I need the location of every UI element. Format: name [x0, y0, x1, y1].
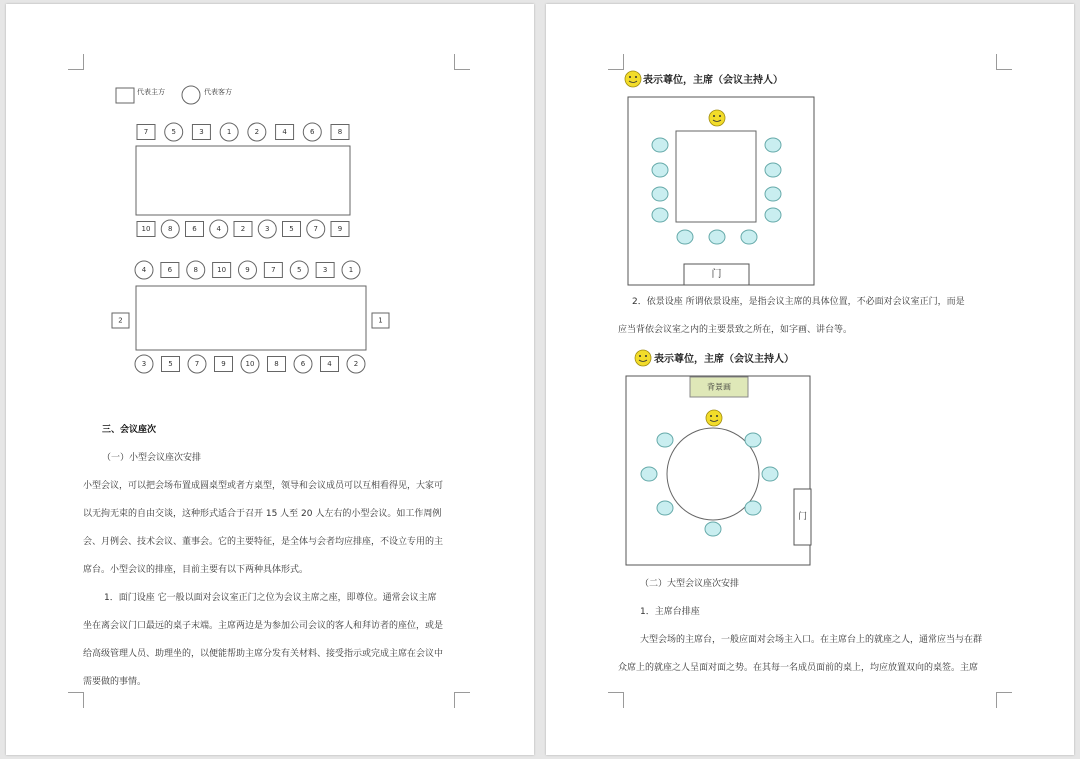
section-title: 三、会议座次: [102, 425, 157, 435]
seat-number: 9: [221, 360, 226, 368]
smiley-eye: [710, 415, 712, 417]
guest-seat: [741, 230, 757, 244]
page-corner-mark: [454, 692, 470, 708]
paragraph-line: 需要做的事情。: [83, 677, 147, 687]
seat-number: 8: [274, 360, 279, 368]
smiley-eye: [713, 115, 715, 117]
seat-number: 2: [118, 316, 123, 325]
seat-number: 2: [240, 225, 246, 233]
paragraph-line: 2．依景设座 所谓依景设座，是指会议主席的具体位置，不必面对会议室正门，而是: [632, 297, 965, 307]
meeting-table-rect: [676, 131, 756, 222]
paragraph-line: 应当背依会议室之内的主要景致之所在，如字画、讲台等。: [618, 325, 853, 335]
guest-seat: [765, 138, 781, 152]
document-page-left: [6, 4, 534, 755]
item-title: 1．主席台排座: [640, 607, 700, 617]
legend-square-symbol: [116, 88, 134, 103]
smiley-eye: [629, 76, 631, 78]
seat-number: 7: [194, 360, 200, 368]
guest-seat: [765, 163, 781, 177]
seat-number: 6: [300, 360, 306, 368]
document-page-right: [546, 4, 1074, 755]
page-corner-mark: [608, 692, 624, 708]
smiley-chair-icon: [625, 71, 641, 87]
paragraph-line: 小型会议，可以把会场布置成圆桌型或者方桌型，领导和会议成员可以互相看得见，大家可: [83, 481, 444, 491]
guest-seat: [652, 208, 668, 222]
seat-number: 2: [254, 128, 260, 136]
chair-seat-icon: [709, 110, 725, 126]
seat-number: 2: [353, 360, 359, 368]
backdrop-label: 背景画: [707, 382, 731, 392]
smiley-chair-icon: [635, 350, 651, 366]
diagram1-top-seats: [137, 123, 349, 141]
chair-seat-icon: [706, 410, 722, 426]
paragraph-line: 会、月例会、技术会议、董事会。它的主要特征，是全体与会者均应排座，不设立专用的主: [83, 537, 444, 547]
legend-guest-label: 代表客方: [204, 88, 232, 96]
seat-number: 4: [141, 266, 147, 274]
paragraph-line: 给高级管理人员、助理坐的，以便能帮助主席分发有关材料、接受指示或完成主席在会议中: [83, 649, 444, 659]
smiley-eye: [645, 355, 647, 357]
seat-number: 3: [265, 225, 270, 233]
seat-number: 8: [337, 128, 343, 136]
guest-seat: [641, 467, 657, 481]
seat-number: 1: [226, 128, 232, 136]
diagram1-table: [136, 146, 350, 215]
page-corner-mark: [68, 692, 84, 708]
seat-number: 9: [337, 225, 343, 233]
caption-1: 表示尊位，主席（会议主持人）: [643, 75, 783, 86]
guest-seat: [745, 501, 761, 515]
seat-number: 6: [310, 128, 315, 136]
seat-number: 10: [245, 360, 255, 368]
diagram2-table: [136, 286, 366, 350]
guest-seat: [657, 433, 673, 447]
seat-number: 4: [327, 360, 332, 368]
seat-number: 1: [348, 266, 354, 274]
door-label-1: 门: [711, 269, 722, 280]
smiley-eye: [719, 115, 721, 117]
subsection-title: （二）大型会议座次安排: [640, 579, 740, 589]
diagram1-bottom-seats: [137, 220, 349, 238]
seat-number: 4: [282, 128, 287, 136]
seat-number: 5: [297, 266, 302, 274]
guest-seat: [709, 230, 725, 244]
smiley-eye: [639, 355, 641, 357]
seat-number: 3: [141, 360, 147, 368]
legend-host-label: 代表主方: [137, 88, 165, 96]
smiley-eye: [716, 415, 718, 417]
seating-diagrams-left: [6, 4, 534, 404]
seat-number: 8: [193, 266, 198, 274]
seat-number: 5: [171, 128, 176, 136]
seat-number: 4: [216, 225, 221, 233]
subsection-title: （一）小型会议座次安排: [102, 453, 202, 463]
paragraph-line: 席台。小型会议的排座，目前主要有以下两种具体形式。: [83, 565, 309, 575]
guest-seat: [765, 187, 781, 201]
paragraph-line: 1．面门设座 它一般以面对会议室正门之位为会议主席之座，即尊位。通常会议主席: [104, 593, 437, 603]
seat-number: 5: [289, 225, 294, 233]
paragraph-line: 大型会场的主席台，一般应面对会场主入口。在主席台上的就座之人，通常应当与在群: [640, 635, 983, 645]
seat-number: 6: [167, 266, 173, 274]
page-corner-mark: [996, 692, 1012, 708]
legend-circle-symbol: [182, 86, 200, 104]
seat-number: 7: [313, 225, 318, 233]
diagram2-bottom-seats: [135, 355, 365, 373]
seat-number: 10: [217, 266, 227, 274]
door-label-2: 门: [797, 512, 808, 522]
guest-seat: [657, 501, 673, 515]
paragraph-line: 坐在离会议门口最远的桌子末端。主席两边是为参加公司会议的客人和拜访者的座位，或是: [83, 621, 444, 631]
guest-seat: [762, 467, 778, 481]
seat-number: 8: [168, 225, 173, 233]
seating-diagrams-right: [546, 4, 1074, 574]
guest-seat: [652, 187, 668, 201]
seat-number: 10: [141, 225, 151, 233]
guest-seat: [677, 230, 693, 244]
seat-number: 5: [168, 360, 173, 368]
guest-seat: [652, 138, 668, 152]
seat-number: 1: [378, 316, 383, 325]
seat-number: 7: [271, 266, 276, 274]
guest-seat: [705, 522, 721, 536]
seat-number: 7: [143, 128, 149, 136]
seat-number: 9: [245, 266, 250, 274]
paragraph-line: 以无拘无束的自由交谈，这种形式适合于召开 15 人至 20 人左右的小型会议。如工作周例: [83, 509, 442, 519]
guest-seat: [745, 433, 761, 447]
diagram2-top-seats: [135, 261, 360, 279]
caption-2: 表示尊位，主席（会议主持人）: [654, 354, 794, 365]
paragraph-line: 众席上的就座之人呈面对面之势。在其每一名成员面前的桌上，均应放置双向的桌签。主席: [618, 663, 979, 673]
guest-seat: [765, 208, 781, 222]
seat-number: 6: [192, 225, 197, 233]
guest-seat: [652, 163, 668, 177]
seat-number: 3: [322, 266, 328, 274]
seat-number: 3: [199, 128, 204, 136]
smiley-eye: [635, 76, 637, 78]
